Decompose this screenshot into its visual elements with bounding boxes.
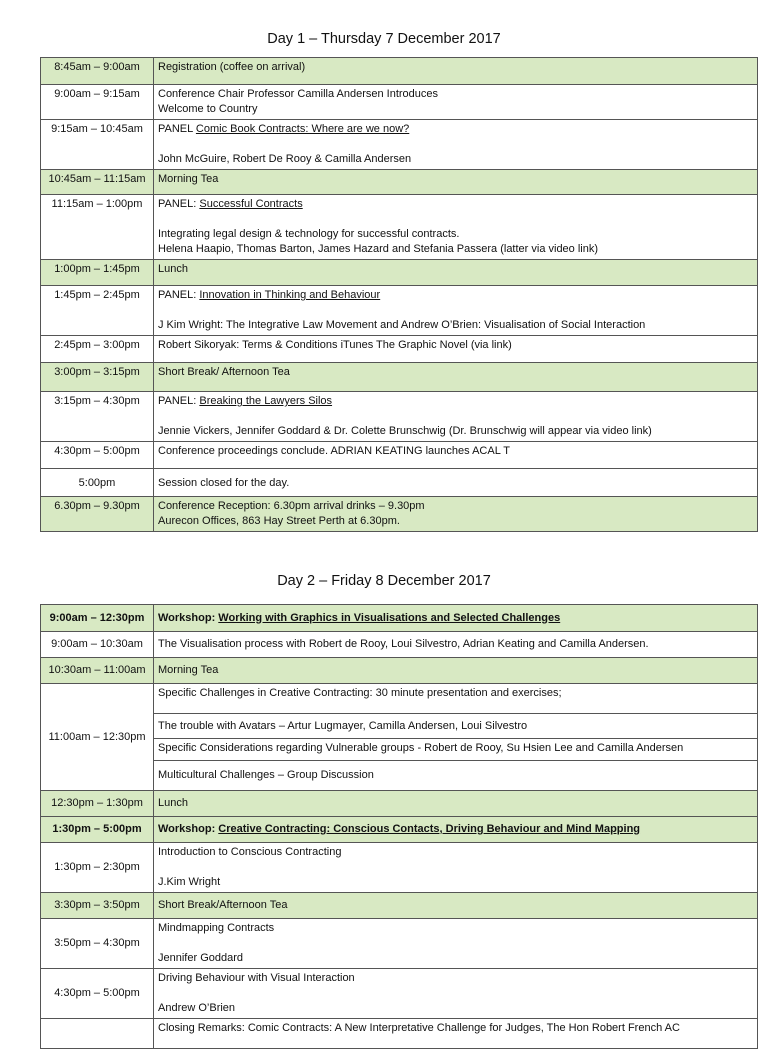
time-cell: 3:15pm – 4:30pm <box>41 392 154 442</box>
session-text: Aurecon Offices, 863 Hay Street Perth at 6.30pm. <box>158 515 400 527</box>
session-cell <box>154 195 758 260</box>
table-row <box>41 392 758 442</box>
time-cell: 9:15am – 10:45am <box>41 120 154 170</box>
time-cell: 9:00am – 12:30pm <box>41 605 154 632</box>
session-text: Introduction to Conscious Contracting <box>158 846 342 858</box>
time-cell: 2:45pm – 3:00pm <box>41 336 154 363</box>
time-cell <box>41 1019 154 1049</box>
session-cell <box>154 497 758 532</box>
time-cell: 9:00am – 10:30am <box>41 632 154 658</box>
session-text: Jennifer Goddard <box>158 952 243 964</box>
time-cell: 1:30pm – 2:30pm <box>41 843 154 893</box>
panel-title: Successful Contracts <box>199 198 303 210</box>
session-cell <box>154 791 758 817</box>
time-cell: 11:00am – 12:30pm <box>41 684 154 791</box>
table-row <box>41 85 758 120</box>
time-cell: 11:15am – 1:00pm <box>41 195 154 260</box>
session-cell <box>154 739 758 761</box>
session-text: Closing Remarks: Comic Contracts: A New Interpretative Challenge for Judges, The Hon Robert French AC <box>158 1022 680 1034</box>
session-text: The trouble with Avatars – Artur Lugmayer, Camilla Andersen, Loui Silvestro <box>158 719 528 732</box>
session-cell <box>154 58 758 85</box>
session-text: Jennie Vickers, Jennifer Goddard & Dr. Colette Brunschwig (Dr. Brunschwig will appear via video link) <box>158 425 652 437</box>
day1-title: Day 1 – Thursday 7 December 2017 <box>267 31 501 47</box>
session-text: Lunch <box>158 263 188 275</box>
session-cell <box>154 893 758 919</box>
table-row <box>41 893 758 919</box>
session-cell <box>154 817 758 843</box>
session-cell <box>154 85 758 120</box>
table-row <box>41 286 758 336</box>
workshop-prefix: Workshop: <box>158 611 219 624</box>
session-cell <box>154 969 758 1019</box>
session-cell <box>154 260 758 286</box>
session-text: Short Break/ Afternoon Tea <box>158 366 290 378</box>
session-cell <box>154 170 758 195</box>
session-cell <box>154 714 758 739</box>
table-row <box>41 791 758 817</box>
panel-title: Innovation in Thinking and Behaviour <box>199 289 381 301</box>
time-cell: 1:30pm – 5:00pm <box>41 817 154 843</box>
session-text: Welcome to Country <box>158 103 258 115</box>
table-row <box>41 336 758 363</box>
table-row <box>41 120 758 170</box>
table-row <box>41 363 758 392</box>
session-text: Robert Sikoryak: Terms & Conditions iTunes The Graphic Novel (via link) <box>158 339 512 351</box>
session-text: Multicultural Challenges – Group Discussion <box>158 769 374 781</box>
table-row <box>41 260 758 286</box>
session-text: Integrating legal design & technology for successful contracts. <box>158 228 460 240</box>
time-cell: 10:45am – 11:15am <box>41 170 154 195</box>
time-cell: 5:00pm <box>41 469 154 497</box>
table-row <box>41 684 758 714</box>
session-cell <box>154 919 758 969</box>
session-text: Lunch <box>158 797 188 809</box>
time-cell: 3:50pm – 4:30pm <box>41 919 154 969</box>
session-cell <box>154 684 758 714</box>
session-text: Specific Challenges in Creative Contracting: 30 minute presentation and exercises; <box>158 687 562 699</box>
session-cell <box>154 605 758 632</box>
table-row <box>41 58 758 85</box>
table-row <box>41 497 758 532</box>
table-row <box>41 817 758 843</box>
session-cell <box>154 120 758 170</box>
session-cell <box>154 336 758 363</box>
time-cell: 6.30pm – 9.30pm <box>41 497 154 532</box>
session-text: Driving Behaviour with Visual Interaction <box>158 972 355 984</box>
session-text: Conference proceedings conclude. ADRIAN KEATING launches ACAL T <box>158 445 510 457</box>
table-row <box>41 605 758 632</box>
workshop-title: Creative Contracting: Conscious Contacts, Driving Behaviour and Mind Mapping <box>218 823 641 835</box>
table-row <box>41 919 758 969</box>
workshop-title: Working with Graphics in Visualisations and Selected Challenges <box>218 611 561 624</box>
session-text: Andrew O’Brien <box>158 1002 236 1014</box>
time-cell: 3:30pm – 3:50pm <box>41 893 154 919</box>
table-row <box>41 658 758 684</box>
session-text: Helena Haapio, Thomas Barton, James Hazard and Stefania Passera (latter via video link) <box>158 243 599 255</box>
session-text: Mindmapping Contracts <box>158 922 275 934</box>
session-text: Morning Tea <box>158 664 219 676</box>
session-text: Short Break/Afternoon Tea <box>158 899 288 911</box>
day1-schedule-table <box>40 57 758 532</box>
session-cell <box>154 658 758 684</box>
table-row <box>41 170 758 195</box>
panel-title: Breaking the Lawyers Silos <box>199 395 333 407</box>
time-cell: 3:00pm – 3:15pm <box>41 363 154 392</box>
table-row <box>41 195 758 260</box>
session-cell <box>154 442 758 469</box>
time-cell: 8:45am – 9:00am <box>41 58 154 85</box>
session-text: Conference Chair Professor Camilla Andersen Introduces <box>158 88 439 100</box>
table-row <box>41 969 758 1019</box>
session-cell <box>154 632 758 658</box>
session-text: Specific Considerations regarding Vulnerable groups - Robert de Rooy, Su Hsien Lee and Camilla Andersen <box>158 742 684 754</box>
session-cell <box>154 392 758 442</box>
panel-title: Comic Book Contracts: Where are we now? <box>195 123 410 135</box>
session-text: Conference Reception: 6.30pm arrival drinks – 9.30pm <box>158 500 425 512</box>
session-text: The Visualisation process with Robert de Rooy, Loui Silvestro, Adrian Keating and Camilla Andersen. <box>158 638 649 650</box>
table-row <box>41 1019 758 1049</box>
workshop-prefix: Workshop: <box>158 823 219 835</box>
time-cell: 4:30pm – 5:00pm <box>41 442 154 469</box>
time-cell: 4:30pm – 5:00pm <box>41 969 154 1019</box>
table-row <box>41 632 758 658</box>
session-text: J.Kim Wright <box>158 876 221 888</box>
session-cell <box>154 761 758 791</box>
day2-title: Day 2 – Friday 8 December 2017 <box>277 573 491 589</box>
session-text: John McGuire, Robert De Rooy & Camilla Andersen <box>158 153 412 165</box>
table-row <box>41 469 758 497</box>
table-row <box>41 843 758 893</box>
session-text: Registration (coffee on arrival) <box>158 61 306 73</box>
session-cell <box>154 469 758 497</box>
panel-prefix: PANEL: <box>158 289 200 301</box>
session-text: J Kim Wright: The Integrative Law Movement and Andrew O’Brien: Visualisation of Social Interaction <box>158 319 646 331</box>
time-cell: 10:30am – 11:00am <box>41 658 154 684</box>
time-cell: 9:00am – 9:15am <box>41 85 154 120</box>
time-cell: 1:45pm – 2:45pm <box>41 286 154 336</box>
session-cell <box>154 286 758 336</box>
day2-schedule-table <box>40 604 758 1049</box>
session-text: Morning Tea <box>158 173 219 185</box>
time-cell: 1:00pm – 1:45pm <box>41 260 154 286</box>
session-cell <box>154 843 758 893</box>
session-cell <box>154 1019 758 1049</box>
panel-prefix: PANEL <box>158 123 196 135</box>
panel-prefix: PANEL: <box>158 395 200 407</box>
session-cell <box>154 363 758 392</box>
session-text: Session closed for the day. <box>158 477 290 489</box>
panel-prefix: PANEL: <box>158 198 200 210</box>
time-cell: 12:30pm – 1:30pm <box>41 791 154 817</box>
table-row <box>41 442 758 469</box>
